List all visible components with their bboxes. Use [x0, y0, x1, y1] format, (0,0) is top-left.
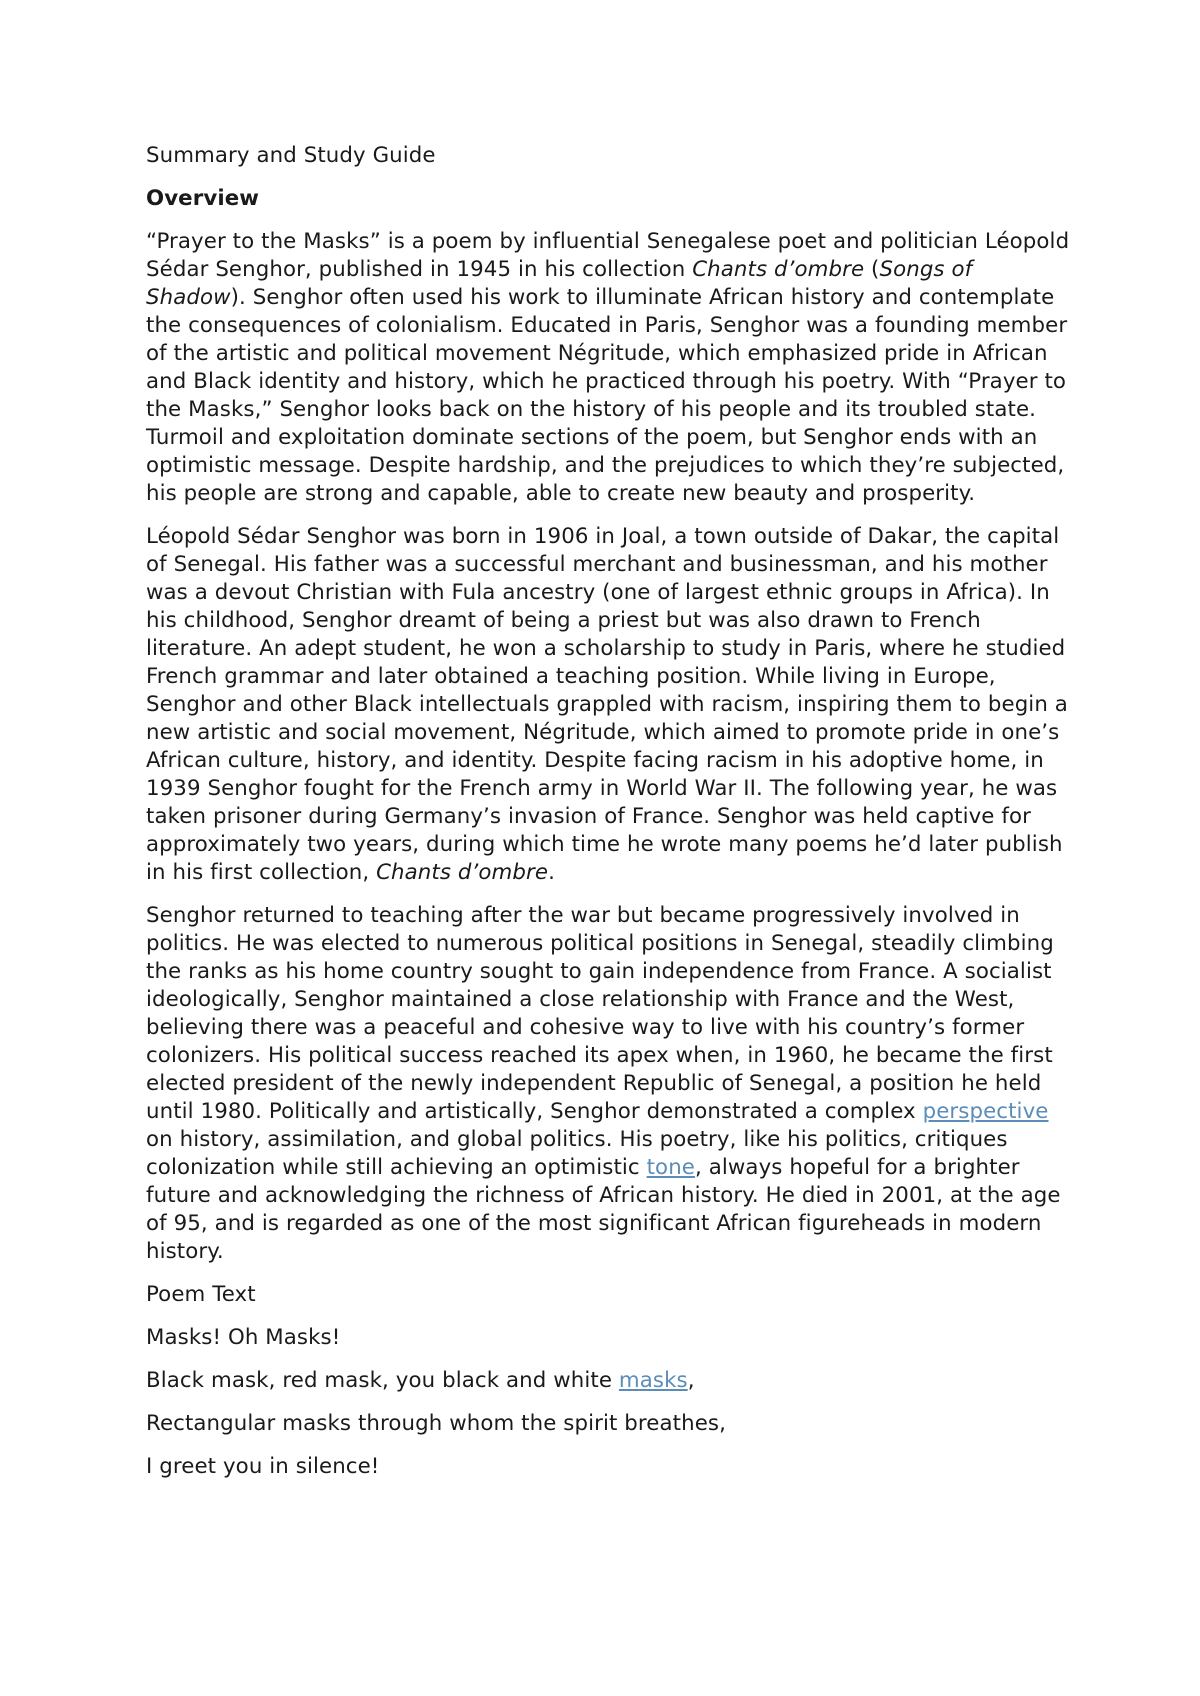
- p1-text-a: “Prayer to the Masks” is a poem by influential Senegalese poet and politician Léopold Sédar Senghor, published in 1945 in his collection: [146, 229, 1070, 282]
- p1-text-b: (: [864, 257, 880, 282]
- p3-text-c: , always hopeful for a brighter future and acknowledging the richness of African history. He died in 2001, at the age of 95, and is regarded as one of the most significant African figureheads in modern history.: [146, 1155, 1061, 1264]
- poem-line-4: I greet you in silence!: [146, 1454, 380, 1479]
- poem-line-2-text-a: Black mask, red mask, you black and white: [146, 1368, 619, 1393]
- poem-line-1: Masks! Oh Masks!: [146, 1325, 341, 1350]
- perspective-link[interactable]: perspective: [922, 1099, 1049, 1124]
- tone-link[interactable]: tone: [646, 1155, 695, 1180]
- p2-text-b: .: [548, 860, 555, 885]
- document-page: [146, 142, 1076, 1496]
- p3-text-a: Senghor returned to teaching after the war but became progressively involved in politics. He was elected to numerous political positions in Senegal, steadily climbing the ranks as his home country sought to gain independence from France. A socialist ideologically, Senghor maintained a close relationship with France and the West, believing there was a peaceful and cohesive way to live with his country’s former colonizers. His political success reached its apex when, in 1960, he became the first elected president of the newly independent Republic of Senegal, a position he held until 1980. Politically and artistically, Senghor demonstrated a complex: [146, 903, 1054, 1124]
- poem-heading: Poem Text: [146, 1282, 256, 1307]
- p1-italic-chants: Chants d’ombre: [692, 257, 865, 282]
- overview-paragraph-1: [146, 228, 1076, 508]
- overview-heading: Overview: [146, 186, 260, 211]
- doc-title: Summary and Study Guide: [146, 143, 436, 168]
- p2-text-a: Léopold Sédar Senghor was born in 1906 in Joal, a town outside of Dakar, the capital of Senegal. His father was a successful merchant and businessman, and his mother was a devout Christian with Fula ancestry (one of largest ethnic groups in Africa). In his childhood, Senghor dreamt of being a priest but was also drawn to French literature. An adept student, he won a scholarship to study in Paris, where he studied French grammar and later obtained a teaching position. While living in Europe, Senghor and other Black intellectuals grappled with racism, inspiring them to begin a new artistic and social movement, Négritude, which aimed to promote pride in one’s African culture, history, and identity. Despite facing racism in his adoptive home, in 1939 Senghor fought for the French army in World War II. The following year, he was taken prisoner during Germany’s invasion of France. Senghor was held captive for approximately two years, during which time he wrote many poems he’d later publish in his first collection,: [146, 524, 1068, 885]
- poem-line-2-text-b: ,: [687, 1368, 695, 1393]
- biography-paragraph: [146, 523, 1076, 887]
- poem-line-3: Rectangular masks through whom the spirit breathes,: [146, 1411, 726, 1436]
- p1-italic-songs: Songs of Shadow: [146, 257, 973, 310]
- p2-italic-chants: Chants d’ombre: [376, 860, 549, 885]
- p1-text-c: ). Senghor often used his work to illuminate African history and contemplate the consequences of colonialism. Educated in Paris, Senghor was a founding member of the artistic and political movement Négritude, which emphasized pride in African and Black identity and history, which he practiced through his poetry. With “Prayer to the Masks,” Senghor looks back on the history of his people and its troubled state. Turmoil and exploitation dominate sections of the poem, but Senghor ends with an optimistic message. Despite hardship, and the prejudices to which they’re subjected, his people are strong and capable, able to create new beauty and prosperity.: [146, 285, 1068, 506]
- poem-line-2: [146, 1367, 1076, 1395]
- masks-link[interactable]: masks: [618, 1368, 688, 1393]
- p3-text-b: on history, assimilation, and global politics. His poetry, like his politics, critiques colonization while still achieving an optimistic: [146, 1127, 1008, 1180]
- politics-paragraph: [146, 902, 1076, 1266]
